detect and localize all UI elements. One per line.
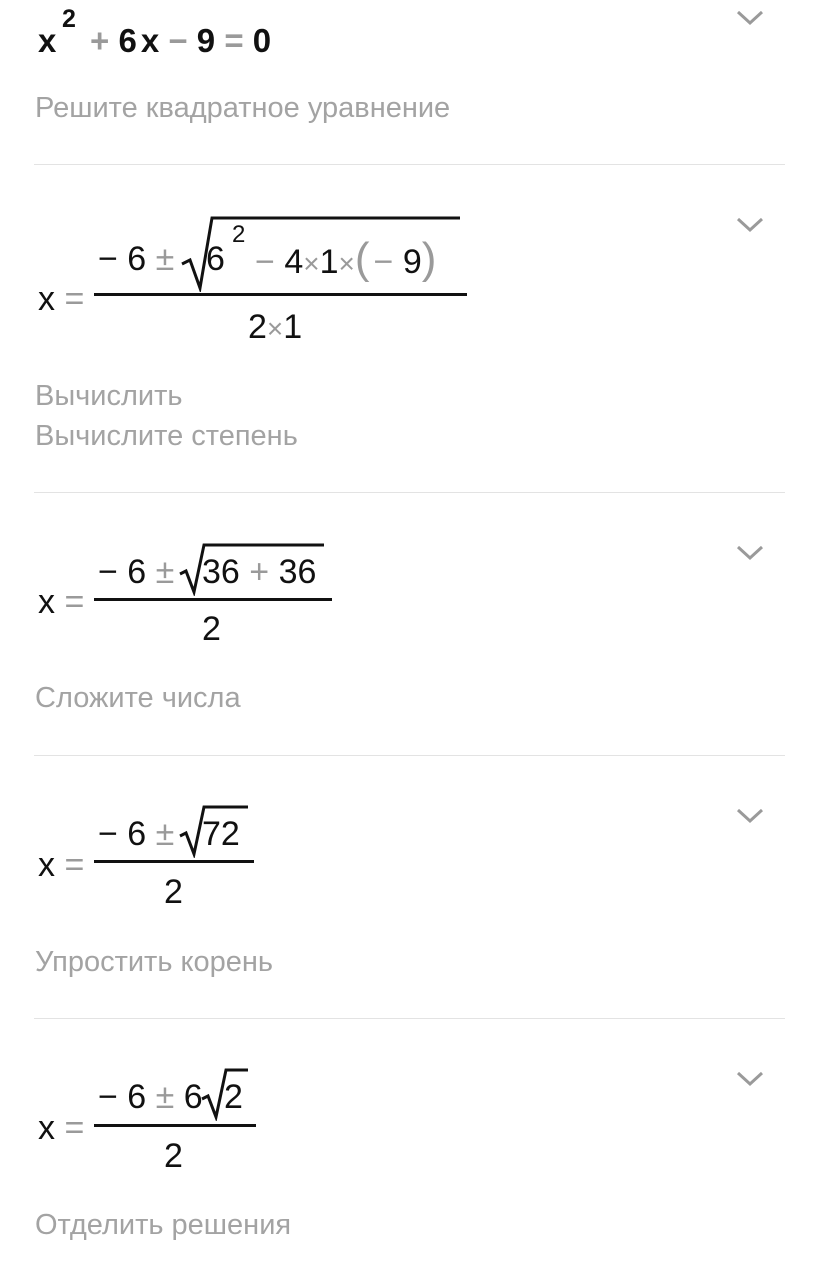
- plus-minus: ±: [155, 815, 175, 853]
- equals-operator: =: [64, 846, 85, 884]
- equals-operator: =: [64, 1109, 85, 1147]
- step2-denominator: 2: [202, 610, 221, 648]
- step4-label: Отделить решения: [35, 1209, 292, 1241]
- step3-lhs: [38, 846, 84, 884]
- coef: 6: [118, 22, 137, 59]
- step3-numerator-start: [98, 815, 174, 853]
- step1-denominator: [248, 308, 302, 348]
- step2-label: Сложите числа: [35, 682, 241, 714]
- coef-six: 6: [183, 1078, 203, 1116]
- plus-minus: ±: [155, 240, 175, 278]
- step1-radicand-rest: [255, 234, 437, 283]
- step4-numerator-start: [98, 1078, 203, 1116]
- one: 1: [283, 308, 303, 346]
- step4-denominator: 2: [164, 1137, 183, 1175]
- fraction-bar: [94, 860, 254, 863]
- divider: [34, 1018, 785, 1019]
- step1-numerator-start: [98, 240, 174, 278]
- step1-label: Вычислить: [35, 380, 183, 412]
- chevron-down-icon[interactable]: [735, 8, 765, 28]
- chevron-down-icon[interactable]: [735, 215, 765, 235]
- lhs-var: x: [38, 280, 55, 318]
- plus-operator: +: [249, 553, 270, 591]
- problem-exponent: 2: [62, 5, 76, 33]
- problem-equation: [38, 22, 56, 60]
- problem-var: x: [38, 22, 57, 59]
- times-operator: ×: [266, 313, 284, 344]
- step1-lhs: [38, 280, 84, 318]
- equals-operator: =: [64, 280, 85, 318]
- times-operator: ×: [338, 248, 355, 279]
- var2: x: [140, 22, 160, 59]
- neg-six: − 6: [98, 815, 147, 853]
- step2-lhs: [38, 583, 84, 621]
- divider: [34, 164, 785, 165]
- plus-operator: +: [90, 22, 110, 59]
- term-b: 36: [278, 553, 317, 591]
- step2-radicand: [202, 553, 316, 591]
- chevron-down-icon[interactable]: [735, 1069, 765, 1089]
- divider: [34, 755, 785, 756]
- step3-denominator: 2: [164, 873, 183, 911]
- neg-six: − 6: [98, 1078, 147, 1116]
- chevron-down-icon[interactable]: [735, 806, 765, 826]
- lhs-var: x: [38, 1109, 55, 1147]
- problem-rest: [90, 22, 271, 60]
- fraction-bar: [94, 598, 332, 601]
- fraction-bar: [94, 1124, 256, 1127]
- minus-operator: −: [168, 22, 188, 59]
- divider: [34, 492, 785, 493]
- left-paren: (: [354, 234, 370, 283]
- neg-six: − 6: [98, 553, 147, 591]
- chevron-down-icon[interactable]: [735, 543, 765, 563]
- step3-radicand: 72: [202, 815, 240, 853]
- four: 4: [284, 243, 304, 281]
- plus-minus: ±: [155, 1078, 175, 1116]
- equals-operator: =: [224, 22, 244, 59]
- step4-lhs: [38, 1109, 84, 1147]
- step1-sublabel: Вычислите степень: [35, 420, 298, 452]
- rhs: 0: [252, 22, 272, 59]
- two: 2: [248, 308, 267, 346]
- rad-base: 6: [206, 240, 225, 278]
- one: 1: [319, 243, 339, 281]
- minus-operator: −: [255, 243, 275, 281]
- plus-minus: ±: [155, 553, 175, 591]
- term-a: 36: [202, 553, 240, 591]
- times-operator: ×: [303, 248, 320, 279]
- right-paren: ): [421, 234, 437, 283]
- step1-radicand: [206, 240, 225, 278]
- problem-subtitle: Решите квадратное уравнение: [35, 92, 451, 124]
- equals-operator: =: [64, 583, 85, 621]
- const: 9: [196, 22, 216, 59]
- step3-label: Упростить корень: [35, 946, 274, 978]
- fraction-bar: [94, 293, 467, 296]
- lhs-var: x: [38, 583, 55, 621]
- step2-numerator-start: [98, 553, 174, 591]
- step4-radicand: 2: [224, 1078, 243, 1116]
- neg-six: − 6: [98, 240, 147, 278]
- nine: 9: [402, 243, 422, 281]
- rad-exponent: 2: [232, 221, 246, 248]
- lhs-var: x: [38, 846, 55, 884]
- minus-operator: −: [373, 243, 394, 281]
